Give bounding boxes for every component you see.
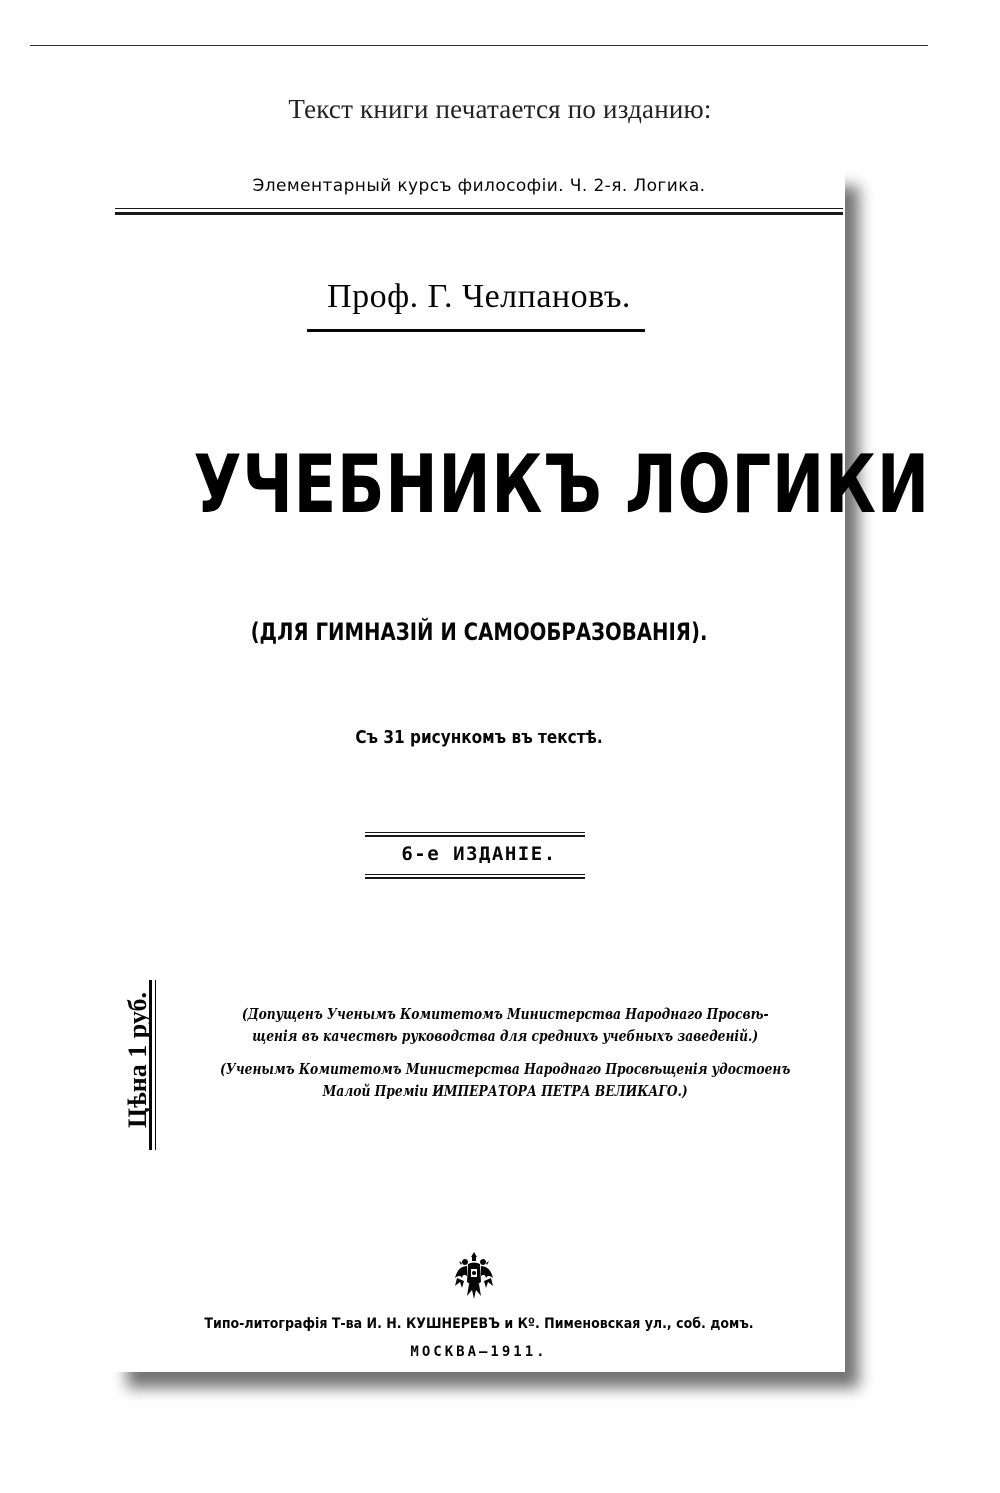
approval-note-2-line-1: (Ученымъ Комитетомъ Министерства Народнаго Просвѣщенія удостоенъ xyxy=(220,1060,791,1078)
intro-text: Текст книги печатается по изданию: xyxy=(288,94,712,124)
approval-note-1 xyxy=(169,1003,841,1047)
series-line: Элементарный курсъ философіи. Ч. 2-я. Логика. xyxy=(252,176,706,196)
edition-label: 6-е ИЗДАНІЕ. xyxy=(401,843,557,865)
approval-note-1-line-1: (Допущенъ Ученымъ Комитетомъ Министерства Народнаго Просвѣ- xyxy=(241,1005,769,1023)
top-divider xyxy=(30,45,928,46)
book-subtitle: (ДЛЯ ГИМНАЗІЙ И САМООБРАЗОВАНІЯ). xyxy=(250,618,708,646)
book-title: УЧЕБНИКЪ ЛОГИКИ xyxy=(193,438,930,531)
price-label: Цѣна 1 руб. xyxy=(123,991,152,1129)
figures-note: Съ 31 рисункомъ въ текстѣ. xyxy=(355,727,603,748)
edition-rule-bottom xyxy=(365,874,585,879)
edition-rule-top xyxy=(365,832,585,837)
author-underline xyxy=(307,329,645,332)
price-rule xyxy=(149,980,156,1150)
approval-note-2-line-2: Малой Преміи ИМПЕРАТОРА ПЕТРА ВЕЛИКАГО.) xyxy=(322,1082,688,1100)
author: Проф. Г. Челпановъ. xyxy=(327,278,631,315)
printer-line: Типо-литографія Т-ва И. Н. КУШНЕРЕВЪ и Кº. Пименовская ул., соб. домъ. xyxy=(204,1316,754,1332)
city-year: МОСКВА—1911. xyxy=(410,1344,548,1360)
title-page-scan xyxy=(113,170,930,1372)
approval-note-1-line-2: щенія въ качествѣ руководства для среднихъ учебныхъ заведеній.) xyxy=(252,1027,759,1045)
approval-note-2 xyxy=(169,1058,841,1102)
header-double-rule xyxy=(115,208,843,215)
double-headed-eagle-icon xyxy=(454,1252,494,1300)
